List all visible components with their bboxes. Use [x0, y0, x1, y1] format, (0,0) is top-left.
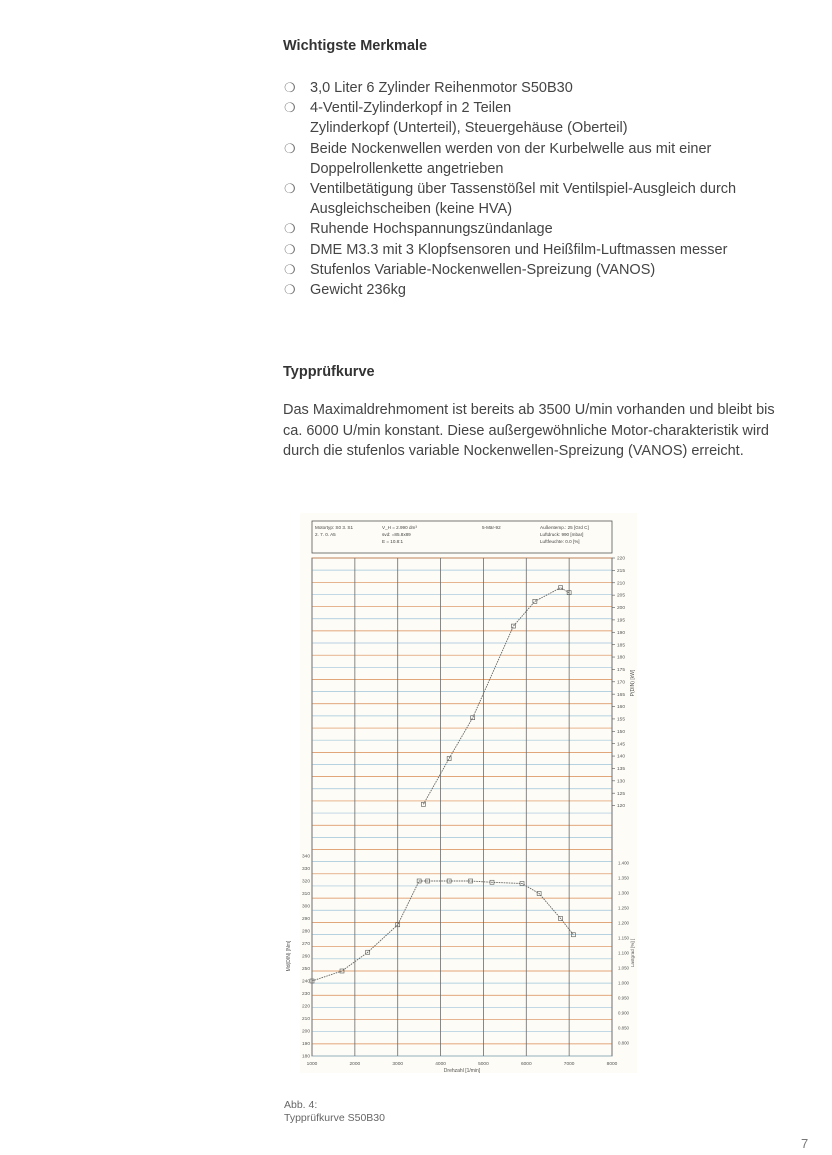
x-tick-label: 6000	[520, 1062, 532, 1067]
x-tick-label: 2000	[349, 1062, 361, 1067]
power-tick-label: 195	[617, 618, 626, 624]
circle-bullet-icon: ❍	[284, 261, 296, 277]
chart-header-text: E = 10.8:1	[382, 539, 404, 544]
feature-item	[283, 280, 783, 300]
feature-text: Gewicht 236kg	[310, 282, 406, 299]
right-lower-tick-label: 1.250	[618, 905, 629, 911]
power-curve-line	[423, 588, 569, 805]
torque-tick-label: 230	[302, 992, 311, 998]
torque-tick-label: 180	[302, 1054, 311, 1060]
feature-item	[283, 260, 783, 280]
figure-caption	[284, 1099, 385, 1125]
power-axis-label: P(DIN) [kW]	[630, 669, 636, 697]
right-lower-tick-label: 0.950	[618, 995, 629, 1001]
torque-tick-label: 220	[302, 1004, 311, 1010]
x-tick-label: 8000	[606, 1062, 618, 1067]
torque-tick-label: 300	[302, 904, 311, 910]
performance-chart	[286, 513, 637, 1074]
chart-header-text: Außentemp.: 25 [Grd C]	[540, 525, 589, 530]
power-tick-label: 200	[617, 606, 626, 612]
torque-tick-label: 240	[302, 979, 311, 985]
torque-tick-label: 320	[302, 879, 311, 885]
right-lower-tick-label: 0.850	[618, 1025, 629, 1031]
right-lower-tick-label: 1.000	[618, 980, 629, 986]
power-curve-point	[421, 802, 425, 806]
power-tick-label: 180	[617, 655, 626, 661]
chart-header-text: 2. 7. 0. A5	[315, 532, 336, 537]
section-heading-features: Wichtigste Merkmale	[283, 38, 428, 54]
feature-item	[283, 219, 783, 239]
chart-header-text: Motortyp: S0 3. S1	[315, 525, 354, 530]
right-lower-tick-label: 1.100	[618, 950, 629, 956]
x-tick-label: 4000	[435, 1062, 446, 1067]
circle-bullet-icon: ❍	[284, 100, 296, 116]
feature-text: Beide Nockenwellen werden von der Kurbelwelle aus mit einer Doppelrollenkette angetrieben	[310, 140, 712, 177]
right-lower-tick-label: 0.800	[618, 1040, 629, 1046]
right-lower-tick-label: 1.150	[618, 935, 629, 941]
torque-tick-label: 340	[302, 854, 311, 860]
torque-tick-label: 280	[302, 929, 311, 935]
curve-description: Das Maximaldrehmoment ist bereits ab 3500 U/min vorhanden und bleibt bis ca. 6000 U/min konstant. Diese außergewöhnliche Motor-charakteristik wird durch die stufenlos variable Nockenwellen-Spreizung (VANOS) erreicht.	[283, 402, 775, 459]
feature-text: Ruhende Hochspannungszündanlage	[310, 221, 553, 238]
feature-list	[283, 78, 783, 300]
power-tick-label: 170	[617, 680, 626, 686]
feature-item	[283, 179, 783, 219]
torque-tick-label: 290	[302, 917, 311, 923]
right-lower-axis-label: Lastgrad [%] [	[630, 938, 635, 968]
power-tick-label: 155	[617, 717, 626, 723]
circle-bullet-icon: ❍	[284, 241, 296, 257]
power-tick-label: 185	[617, 643, 626, 649]
circle-bullet-icon: ❍	[284, 140, 296, 156]
torque-tick-label: 250	[302, 967, 311, 973]
x-tick-label: 5000	[478, 1062, 489, 1067]
feature-text: Ventilbetätigung über Tassenstößel mit Ventilspiel-Ausgleich durch Ausgleichscheiben (keine HVA)	[310, 181, 737, 218]
torque-curve-line	[312, 881, 573, 981]
torque-axis-label: Md(DIN) [Nm]	[286, 940, 292, 972]
torque-tick-label: 200	[302, 1029, 311, 1035]
torque-tick-label: 270	[302, 942, 311, 948]
power-tick-label: 140	[617, 754, 626, 760]
caption-title: Typprüfkurve S50B30	[284, 1112, 385, 1124]
torque-tick-label: 260	[302, 954, 311, 960]
power-tick-label: 125	[617, 791, 626, 797]
power-tick-label: 190	[617, 630, 626, 636]
circle-bullet-icon: ❍	[284, 282, 296, 298]
power-tick-label: 135	[617, 767, 626, 773]
x-tick-label: 1000	[306, 1062, 318, 1067]
power-tick-label: 165	[617, 692, 626, 698]
power-tick-label: 210	[617, 581, 626, 587]
plot-frame	[312, 558, 612, 1056]
chart-svg	[286, 513, 637, 1074]
power-tick-label: 145	[617, 742, 626, 748]
right-lower-tick-label: 1.050	[618, 965, 629, 971]
torque-tick-label: 210	[302, 1017, 311, 1023]
power-tick-label: 120	[617, 804, 626, 810]
page-number: 7	[801, 1136, 809, 1151]
x-tick-label: 3000	[392, 1062, 404, 1067]
x-axis-label: Drehzahl [1/min]	[443, 1068, 481, 1074]
power-tick-label: 150	[617, 729, 626, 735]
chart-header-text: 5-Mär-92	[482, 525, 501, 530]
feature-item	[283, 240, 783, 260]
feature-item	[283, 98, 783, 138]
power-curve-point	[511, 624, 515, 628]
torque-tick-label: 190	[302, 1042, 311, 1048]
right-lower-tick-label: 1.350	[618, 875, 629, 881]
feature-text: DME M3.3 mit 3 Klopfsensoren und Heißfilm-Luftmassen messer	[310, 241, 728, 258]
torque-tick-label: 310	[302, 892, 311, 898]
power-tick-label: 220	[617, 556, 626, 562]
right-lower-tick-label: 1.200	[618, 920, 629, 926]
power-tick-label: 160	[617, 705, 626, 711]
x-tick-label: 7000	[563, 1062, 575, 1067]
feature-text: 3,0 Liter 6 Zylinder Reihenmotor S50B30	[310, 80, 573, 96]
feature-text: Stufenlos Variable-Nockenwellen-Spreizung (VANOS)	[310, 261, 656, 278]
torque-tick-label: 330	[302, 867, 311, 873]
feature-item	[283, 139, 783, 179]
feature-item	[283, 78, 783, 98]
right-lower-tick-label: 0.900	[618, 1010, 629, 1016]
circle-bullet-icon: ❍	[284, 80, 296, 95]
chart-header-text: Luftdruck: 990 [mbar]	[540, 532, 584, 537]
power-tick-label: 175	[617, 668, 626, 674]
chart-header-text: V_H = 2.990 dm³	[382, 525, 417, 530]
power-curve-point	[471, 716, 475, 720]
circle-bullet-icon: ❍	[284, 221, 296, 237]
circle-bullet-icon: ❍	[284, 181, 296, 197]
power-tick-label: 130	[617, 779, 626, 785]
caption-label: Abb. 4:	[284, 1099, 318, 1111]
power-tick-label: 205	[617, 593, 626, 599]
right-lower-tick-label: 1.400	[618, 860, 629, 866]
section-heading-curve: Typprüfkurve	[283, 364, 375, 380]
right-lower-tick-label: 1.300	[618, 890, 629, 896]
power-curve-point	[559, 586, 563, 590]
feature-text: 4-Ventil-Zylinderkopf in 2 Teilen Zylinderkopf (Unterteil), Steuergehäuse (Oberteil)	[310, 100, 628, 137]
power-tick-label: 215	[617, 568, 626, 574]
chart-header-text: svd: =85.8x89	[382, 532, 411, 537]
chart-header-text: Luftfeuchte: 0.0 [%]	[540, 539, 580, 544]
